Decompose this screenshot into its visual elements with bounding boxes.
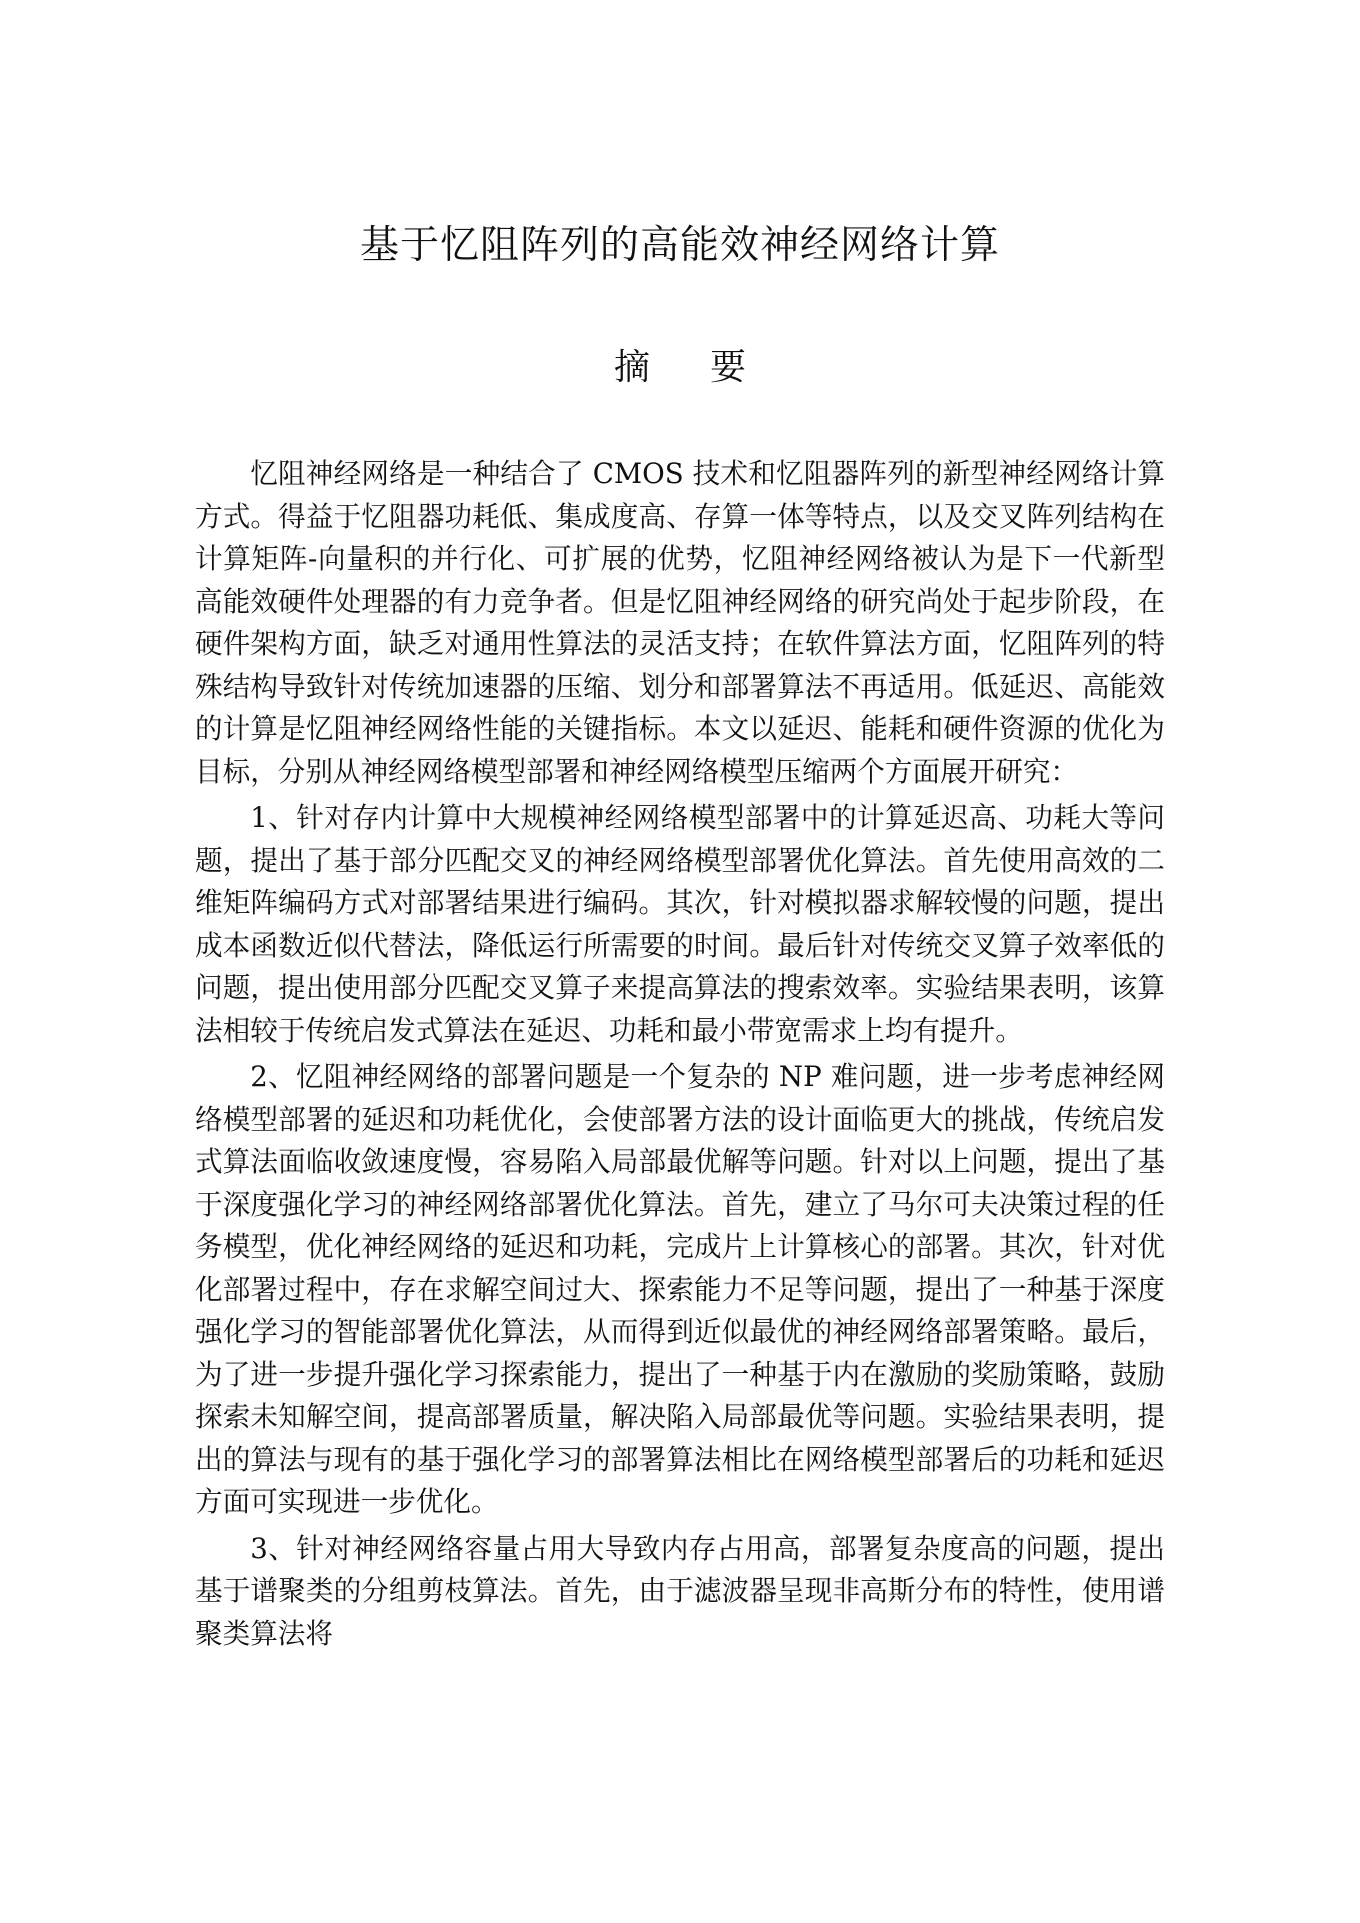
abstract-paragraph-1: 1、针对存内计算中大规模神经网络模型部署中的计算延迟高、功耗大等问题，提出了基于部分匹配交叉的神经网络模型部署优化算法。首先使用高效的二维矩阵编码方式对部署结果进行编码。其次，针对模拟器求解较慢的问题，提出成本函数近似代替法，降低运行所需要的时间。最后针对传统交叉算子效率低的问题，提出使用部分匹配交叉算子来提高算法的搜索效率。实验结果表明，该算法相较于传统启发式算法在延迟、功耗和最小带宽需求上均有提升。 — [195, 801, 1165, 1047]
document-title: 基于忆阻阵列的高能效神经网络计算 — [359, 223, 1000, 268]
abstract-paragraph-3: 3、针对神经网络容量占用大导致内存占用高，部署复杂度高的问题，提出基于谱聚类的分组剪枝算法。首先，由于滤波器呈现非高斯分布的特性，使用谱聚类算法将 — [195, 1531, 1165, 1650]
abstract-paragraph-intro: 忆阻神经网络是一种结合了 CMOS 技术和忆阻器阵列的新型神经网络计算方式。得益于忆阻器功耗低、集成度高、存算一体等特点，以及交叉阵列结构在计算矩阵-向量积的并行化、可扩展的优势，忆阻神经网络被认为是下一代新型高能效硬件处理器的有力竞争者。但是忆阻神经网络的研究尚处于起步阶段，在硬件架构方面，缺乏对通用性算法的灵活支持；在软件算法方面，忆阻阵列的特殊结构导致针对传统加速器的压缩、划分和部署算法不再适用。低延迟、高能效的计算是忆阻神经网络性能的关键指标。本文以延迟、能耗和硬件资源的优化为目标，分别从神经网络模型部署和神经网络模型压缩两个方面展开研究： — [195, 457, 1165, 788]
abstract-paragraph-2: 2、忆阻神经网络的部署问题是一个复杂的 NP 难问题，进一步考虑神经网络模型部署的延迟和功耗优化，会使部署方法的设计面临更大的挑战，传统启发式算法面临收敛速度慢，容易陷入局部最优解等问题。针对以上问题，提出了基于深度强化学习的神经网络部署优化算法。首先，建立了马尔可夫决策过程的任务模型，优化神经网络的延迟和功耗，完成片上计算核心的部署。其次，针对优化部署过程中，存在求解空间过大、探索能力不足等问题，提出了一种基于深度强化学习的智能部署优化算法，从而得到近似最优的神经网络部署策略。最后，为了进一步提升强化学习探索能力，提出了一种基于内在激励的奖励策略，鼓励探索未知解空间，提高部署质量，解决陷入局部最优等问题。实验结果表明，提出的算法与现有的基于强化学习的部署算法相比在网络模型部署后的功耗和延迟方面可实现进一步优化。 — [195, 1060, 1165, 1518]
abstract-body — [195, 453, 1165, 1659]
abstract-heading: 摘要 — [613, 347, 806, 388]
